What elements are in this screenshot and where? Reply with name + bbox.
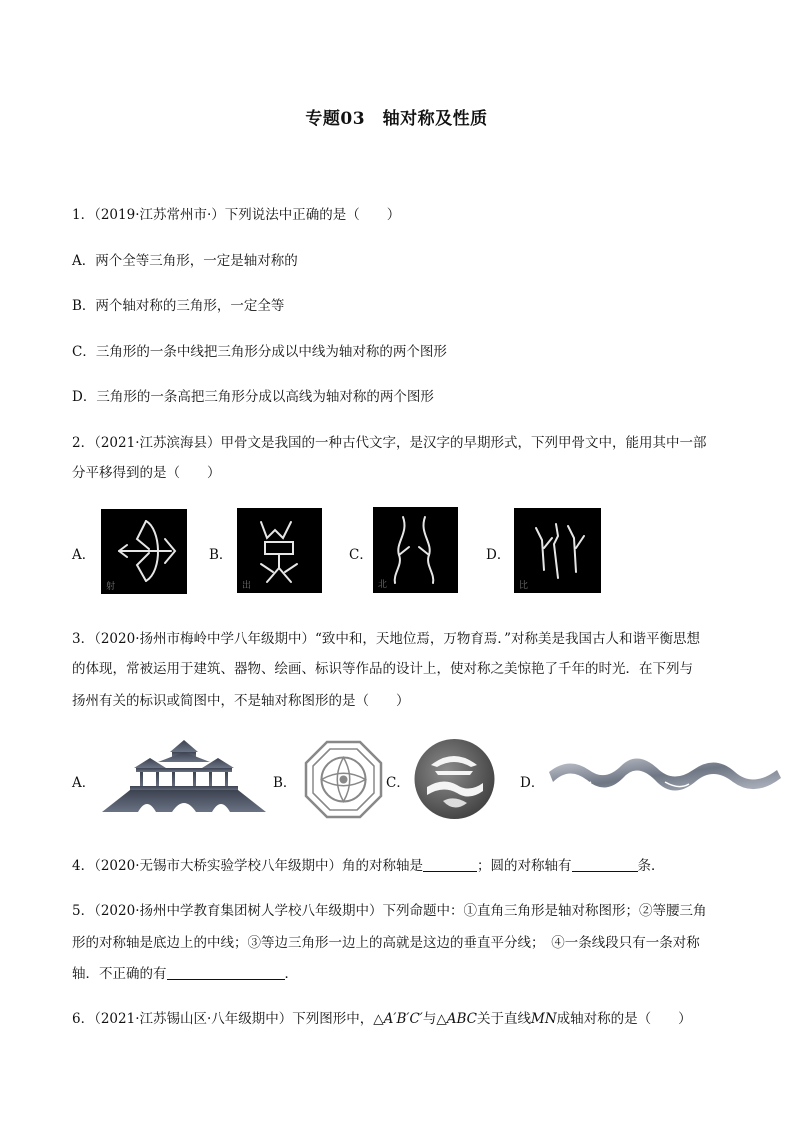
q2-stem-line2: 分平移得到的是（ ）: [72, 465, 221, 481]
q5-stem-line2: 形的对称轴是底边上的中线；③等边三角形一边上的高就是这边的垂直平分线； ④一条线段只有一条对称: [72, 935, 700, 951]
q1-option-a: A．两个全等三角形，一定是轴对称的: [72, 253, 298, 269]
circular-emblem-figure: [413, 737, 496, 821]
q3-label-c: C．: [386, 775, 410, 791]
pavilion-bridge-figure: [100, 738, 268, 813]
q4-blank-1[interactable]: [423, 857, 477, 872]
q5-stem-line1: 5．（2020·扬州中学教育集团树人学校八年级期中）下列命题中：①直角三角形是轴对称图形；②等腰三角: [72, 903, 707, 919]
q1-option-d: D．三角形的一条高把三角形分成以高线为轴对称的两个图形: [72, 389, 434, 405]
octagon-window-figure: [304, 740, 383, 819]
q5-text-2: ．: [284, 966, 298, 982]
q6-triangle-abc: △ABC: [436, 1011, 477, 1027]
q6-text-3: 关于直线: [477, 1011, 531, 1027]
q2-label-b: B．: [209, 547, 233, 563]
q3-label-a: A．: [72, 775, 96, 791]
q6-stem: [72, 1007, 692, 1027]
q5-stem-line3: [72, 962, 298, 982]
q3-stem-line2: 的体现，常被运用于建筑、器物、绘画、标识等作品的设计上，使对称之美惊艳了千年的时光．在下列与: [72, 661, 693, 677]
q4-text-3: 条．: [637, 858, 665, 874]
q1-option-b: B．两个轴对称的三角形，一定全等: [72, 298, 285, 314]
q2-label-c: C．: [349, 547, 373, 563]
q3-label-b: B．: [273, 775, 297, 791]
q1-stem: 1．（2019·江苏常州市·）下列说法中正确的是（ ）: [72, 207, 401, 223]
wavy-river-figure: [545, 748, 785, 808]
q1-option-c: C．三角形的一条中线把三角形分成以中线为轴对称的两个图形: [72, 344, 447, 360]
glyph-a-caption: 射: [106, 582, 116, 592]
page-title: 专题03 轴对称及性质: [305, 109, 488, 129]
q4-text-2: ；圆的对称轴有: [477, 858, 572, 874]
q2-stem-line1: 2．（2021·江苏滨海县）甲骨文是我国的一种古代文字，是汉字的早期形式，下列甲骨文中，能用其中一部: [72, 435, 707, 451]
q6-line-mn: MN: [531, 1011, 557, 1027]
glyph-c-caption: 北: [378, 580, 388, 590]
q4-stem: [72, 854, 665, 874]
q6-text-1: 6．（2021·江苏锡山区·八年级期中）下列图形中，: [72, 1011, 374, 1027]
q2-label-a: A．: [72, 547, 96, 563]
oracle-glyph-c: [373, 507, 458, 593]
q2-label-d: D．: [486, 547, 511, 563]
q6-triangle-prime: △A′B′C′: [373, 1011, 423, 1027]
q3-label-d: D．: [520, 775, 545, 791]
q4-text-1: 4．（2020·无锡市大桥实验学校八年级期中）角的对称轴是: [72, 858, 423, 874]
oracle-glyph-a: [101, 509, 187, 594]
oracle-glyph-d: [514, 508, 601, 593]
glyph-b-caption: 出: [242, 581, 252, 591]
q3-stem-line1: 3．（2020·扬州市梅岭中学八年级期中）“致中和，天地位焉，万物育焉．”对称美是我国古人和谐平衡思想: [72, 631, 701, 647]
oracle-glyph-b: [237, 508, 322, 593]
q6-text-4: 成轴对称的是（ ）: [556, 1011, 692, 1027]
glyph-d-caption: 比: [519, 581, 529, 591]
q5-blank[interactable]: [167, 965, 285, 980]
q5-text-1: 轴．不正确的有: [72, 966, 167, 982]
q6-text-2: 与: [422, 1011, 437, 1027]
q3-stem-line3: 扬州有关的标识或简图中，不是轴对称图形的是（ ）: [72, 693, 410, 709]
q4-blank-2[interactable]: [572, 857, 638, 872]
